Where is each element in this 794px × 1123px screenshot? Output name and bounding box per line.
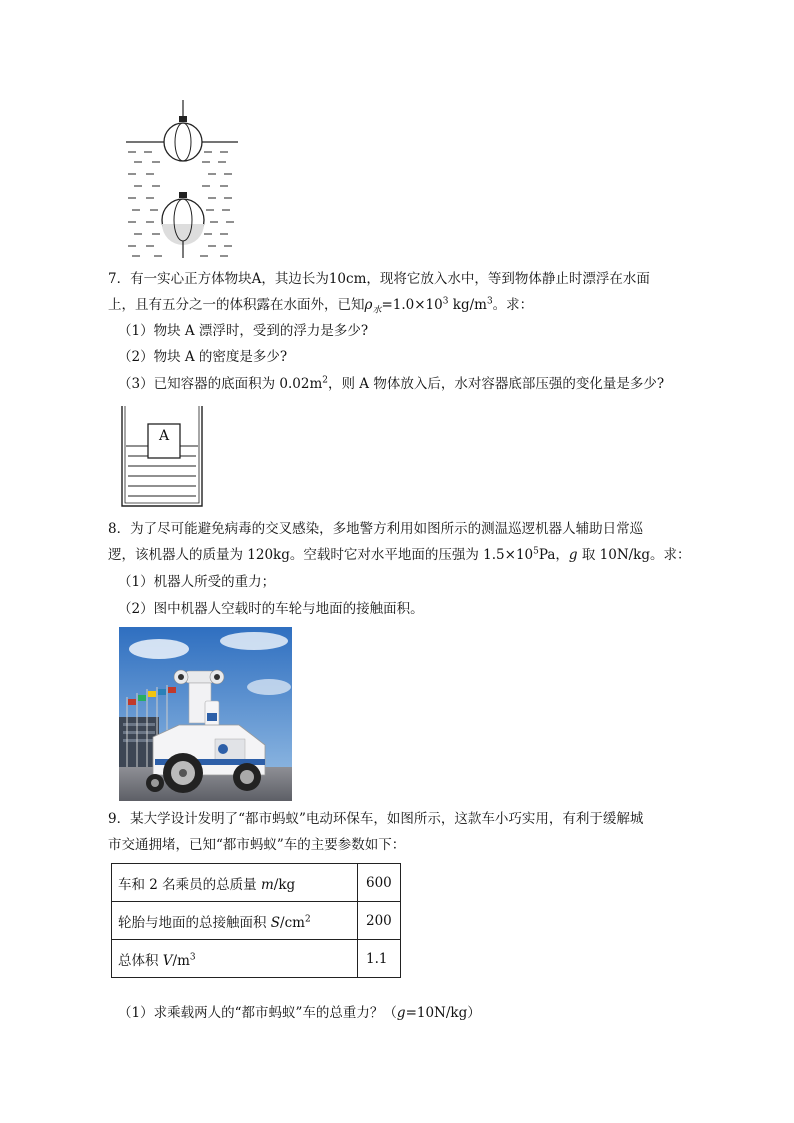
table-row — [112, 902, 401, 940]
param-label: 总体积 $V/m^3$ — [112, 940, 358, 978]
param-value: 1.1 — [358, 940, 401, 978]
q7-sub2: （2）物块 A 的密度是多少? — [118, 349, 288, 365]
param-value: 600 — [358, 864, 401, 902]
q7-line1: 7．有一实心正方体物块A，其边长为10cm，现将它放入水中，等到物体静止时漂浮在水面 — [108, 271, 650, 287]
q9-sub1: （1）求乘载两人的“都市蚂蚁”车的总重力？（g=10N/kg） — [118, 1005, 481, 1021]
q7-sub3: （3）已知容器的底面积为 $0.02m^2$，则 A 物体放入后，水对容器底部压强的变化量是多少? — [118, 375, 665, 392]
table-row — [112, 940, 401, 978]
block-a-label: A — [158, 428, 170, 444]
q9-line2: 市交通拥堵，已知“都市蚂蚁”车的主要参数如下： — [108, 837, 406, 853]
q9-line1: 9．某大学设计发明了“都市蚂蚁”电动环保车，如图所示，这款车小巧实用，有利于缓解城 — [108, 811, 644, 827]
q8-line2: 逻，该机器人的质量为 120kg。空载时它对水平地面的压强为 $1.5\times 10^5Pa$，g 取 10N/kg。求： — [108, 546, 691, 563]
container-block-figure — [118, 404, 208, 510]
q8-sub1: （1）机器人所受的重力； — [118, 574, 276, 590]
param-label: 车和 2 名乘员的总质量 m/kg — [112, 864, 358, 902]
floating-spheres-figure — [124, 98, 242, 260]
param-value: 200 — [358, 902, 401, 940]
q7-sub1: （1）物块 A 漂浮时，受到的浮力是多少? — [118, 323, 369, 339]
q7-line2: 上，且有五分之一的体积露在水面外，已知$\rho_水=1.0\times 10^3$ $kg/m^3$。求： — [108, 296, 534, 316]
q8-sub2: （2）图中机器人空载时的车轮与地面的接触面积。 — [118, 601, 424, 617]
patrol-robot-photo — [119, 627, 292, 801]
table-row — [112, 864, 401, 902]
params-table — [111, 863, 401, 978]
q8-line1: 8．为了尽可能避免病毒的交叉感染，多地警方利用如图所示的测温巡逻机器人辅助日常巡 — [108, 521, 644, 537]
param-label: 轮胎与地面的总接触面积 $S/cm^2$ — [112, 902, 358, 940]
